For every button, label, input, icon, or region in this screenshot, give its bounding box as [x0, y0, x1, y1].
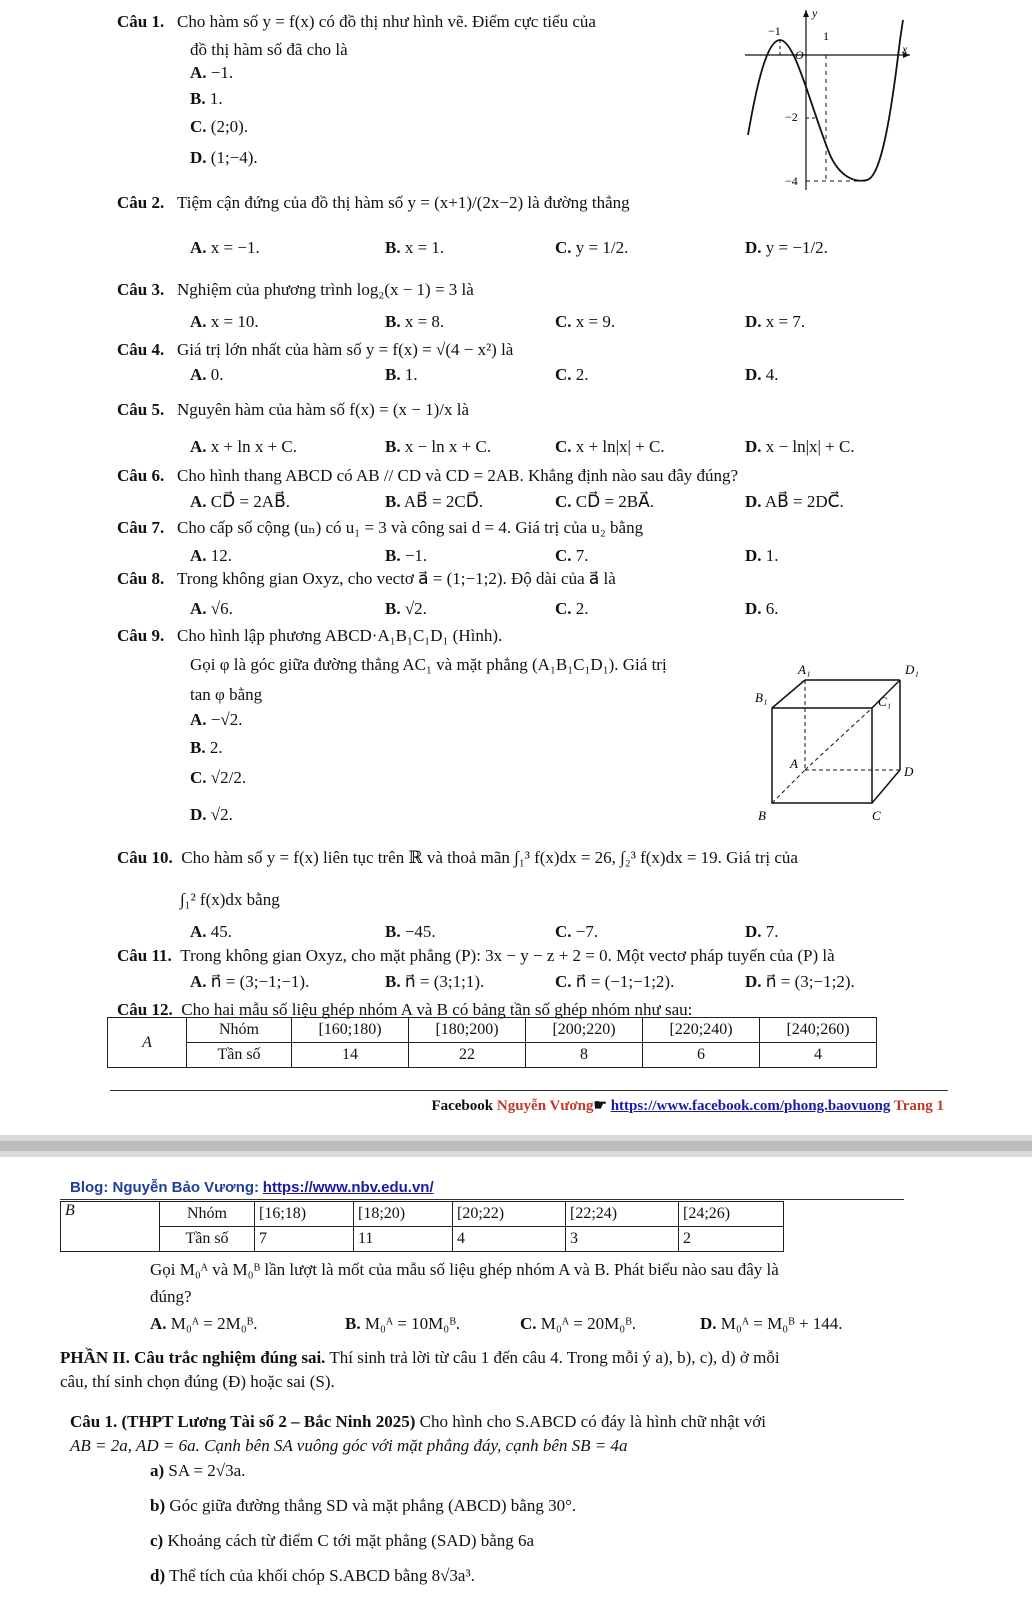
tick-y-neg4: −4	[785, 174, 798, 188]
q8-option-a: A. √6.	[190, 599, 233, 618]
q12-option-a: A. M₀ᴬ = 2M₀ᴮ.	[150, 1314, 258, 1333]
q9-line1: Câu 9. Cho hình lập phương ABCD·A₁B₁C₁D₁ (Hình).	[117, 626, 503, 645]
q9-option-d: D. √2.	[190, 805, 233, 824]
table-a-name: A	[108, 1018, 187, 1068]
vertex-d: D	[904, 764, 914, 779]
q4-option-d: D. 4.	[745, 365, 779, 384]
q8-option-b: B. √2.	[385, 599, 427, 618]
page-gap-band	[0, 1141, 1032, 1151]
vertex-a: A	[790, 756, 798, 771]
blog-link[interactable]: https://www.nbv.edu.vn/	[262, 1179, 434, 1196]
q4-option-a: A. 0.	[190, 365, 224, 384]
footer-facebook-link[interactable]: https://www.facebook.com/phong.baovuong	[610, 1098, 891, 1114]
blog-rule	[60, 1199, 904, 1200]
part2-text2: câu, thí sinh chọn đúng (Đ) hoặc sai (S).	[60, 1372, 335, 1391]
q8-option-c: C. 2.	[555, 599, 589, 618]
origin-label: O	[795, 48, 804, 62]
page-2	[0, 1157, 1032, 1607]
table-b-name: B	[61, 1202, 160, 1252]
part2-title: PHẦN II. Câu trắc nghiệm đúng sai.	[60, 1348, 326, 1367]
q10-line1: Câu 10. Cho hàm số y = f(x) liên tục trên ℝ và thoả mãn ∫₁³ f(x)dx = 26, ∫₂³ f(x)dx = 19. Giá trị của	[117, 848, 798, 867]
q4-line: Câu 4. Giá trị lớn nhất của hàm số y = f(x) = √(4 − x²) là	[117, 340, 514, 359]
part2-line1: PHẦN II. Câu trắc nghiệm đúng sai. Thí sinh trả lời từ câu 1 đến câu 4. Trong mỗi ý a), b), c), d) ở mỗi	[60, 1348, 780, 1367]
p2q1-item-b: b) Góc giữa đường thẳng SD và mặt phẳng (ABCD) bằng 30°.	[150, 1496, 577, 1515]
q1-line1	[117, 12, 596, 32]
tick-x-1: 1	[823, 29, 829, 43]
q2-line: Câu 2. Tiệm cận đứng của đồ thị hàm số y = (x+1)/(2x−2) là đường thẳng	[117, 193, 630, 212]
q1-graph	[740, 5, 920, 195]
p2q1-item-d: d) Thể tích của khối chóp S.ABCD bằng 8√3a³.	[150, 1566, 475, 1585]
q12-option-c: C. M₀ᴬ = 20M₀ᴮ.	[520, 1314, 636, 1333]
pointer-icon: ☛	[593, 1098, 607, 1114]
tick-y-neg2: −2	[785, 110, 798, 124]
q6-option-d: D. AB⃗ = 2DC⃗.	[745, 492, 844, 511]
q10-option-b: B. −45.	[385, 922, 436, 941]
p2q1-line1: Câu 1. (THPT Lương Tài số 2 – Bắc Ninh 2025) Cho hình cho S.ABCD có đáy là hình chữ nhật với	[70, 1412, 766, 1431]
q5-option-d: D. x − ln|x| + C.	[745, 437, 855, 456]
q6-option-c: C. CD⃗ = 2BA⃗.	[555, 492, 655, 511]
q3-option-c: C. x = 9.	[555, 312, 616, 331]
q9-text2: Gọi φ là góc giữa đường thẳng AC₁ và mặt phẳng (A₁B₁C₁D₁). Giá trị	[190, 655, 667, 674]
q10-option-a: A. 45.	[190, 922, 233, 941]
q2-label: Câu 2.	[117, 193, 165, 212]
q9-cube-figure	[750, 660, 940, 835]
q12-option-d: D. M₀ᴬ = M₀ᴮ + 144.	[700, 1314, 843, 1333]
footer: Facebook Nguyễn Vương☛ https://www.facebook.com/phong.baovuong Trang 1	[431, 1098, 944, 1114]
q5-line: Câu 5. Nguyên hàm của hàm số f(x) = (x − 1)/x là	[117, 400, 470, 419]
p2q1-text2: AB = 2a, AD = 6a. Cạnh bên SA vuông góc với mặt phẳng đáy, cạnh bên SB = 4a	[70, 1436, 628, 1455]
q9-option-b: B. 2.	[190, 738, 223, 757]
q6-option-a: A. CD⃗ = 2AB⃗.	[190, 492, 290, 511]
q5-option-a: A. x + ln x + C.	[190, 437, 298, 456]
tick-x-neg1: −1	[768, 24, 781, 38]
q1-label: Câu 1.	[117, 12, 165, 31]
q7-option-b: B. −1.	[385, 546, 428, 565]
q10-option-d: D. 7.	[745, 922, 779, 941]
q9-text3: tan φ bằng	[190, 685, 263, 704]
q9-option-c: C. √2/2.	[190, 768, 247, 787]
q12-text3: đúng?	[150, 1287, 192, 1306]
vertex-a1: A₁	[798, 662, 811, 677]
q7-option-d: D. 1.	[745, 546, 779, 565]
q9-option-a: A. −√2.	[190, 710, 243, 729]
q3-line: Câu 3. Nghiệm của phương trình log₂(x − 1) = 3 là	[117, 280, 474, 299]
q12-table-b: B Nhóm [16;18) [18;20) [20;22) [22;24) [24;26) Tần số 7 11 4 3 2	[60, 1201, 784, 1252]
q12-text2: Gọi M₀ᴬ và M₀ᴮ lần lượt là mốt của mẫu số liệu ghép nhóm A và B. Phát biểu nào sau đây là	[150, 1260, 779, 1279]
q11-option-c: C. n⃗ = (−1;−1;2).	[555, 972, 675, 991]
p2q1-item-c: c) Khoảng cách từ điểm C tới mặt phẳng (SAD) bằng 6a	[150, 1531, 535, 1550]
q1-option-d: D. (1;−4).	[190, 148, 258, 167]
q3-option-d: D. x = 7.	[745, 312, 806, 331]
q11-option-a: A. n⃗ = (3;−1;−1).	[190, 972, 310, 991]
q2-option-d: D. y = −1/2.	[745, 238, 828, 257]
q11-line: Câu 11. Trong không gian Oxyz, cho mặt phẳng (P): 3x − y − z + 2 = 0. Một vectơ pháp tuyến của (P) là	[117, 946, 835, 965]
y-label: y	[812, 6, 818, 20]
footer-rule	[110, 1090, 948, 1091]
q7-option-c: C. 7.	[555, 546, 589, 565]
x-label: x	[902, 42, 908, 56]
q11-option-d: D. n⃗ = (3;−1;2).	[745, 972, 855, 991]
q12-table-a: A Nhóm [160;180) [180;200) [200;220) [220;240) [240;260) Tần số 14 22 8 6 4	[107, 1017, 877, 1068]
q1-option-a: A. −1.	[190, 63, 234, 82]
q2-option-c: C. y = 1/2.	[555, 238, 629, 257]
vertex-c: C	[872, 808, 881, 823]
vertex-c1: C₁	[878, 694, 892, 709]
q2-option-a: A. x = −1.	[190, 238, 260, 257]
q11-option-b: B. n⃗ = (3;1;1).	[385, 972, 485, 991]
q7-option-a: A. 12.	[190, 546, 233, 565]
q1-option-c: C. (2;0).	[190, 117, 249, 136]
q7-line: Câu 7. Cho cấp số cộng (uₙ) có u₁ = 3 và công sai d = 4. Giá trị của u₂ bằng	[117, 518, 644, 537]
q1-text2: đồ thị hàm số đã cho là	[190, 40, 348, 59]
q10-option-c: C. −7.	[555, 922, 599, 941]
vertex-d1: D₁	[905, 662, 919, 677]
q12-option-b: B. M₀ᴬ = 10M₀ᴮ.	[345, 1314, 461, 1333]
vertex-b1: B₁	[755, 690, 768, 705]
q12-line: Câu 12. Cho hai mẫu số liệu ghép nhóm A và B có bảng tần số ghép nhóm như sau:	[117, 1000, 693, 1019]
vertex-b: B	[758, 808, 766, 823]
q2-option-b: B. x = 1.	[385, 238, 445, 257]
page-number: Trang 1	[893, 1098, 944, 1114]
q1-option-b: B. 1.	[190, 89, 223, 108]
curve	[748, 20, 903, 181]
q1-text: Cho hàm số y = f(x) có đồ thị như hình vẽ. Điểm cực tiểu của	[176, 12, 596, 31]
q6-option-b: B. AB⃗ = 2CD⃗.	[385, 492, 484, 511]
q3-option-a: A. x = 10.	[190, 312, 259, 331]
q6-line: Câu 6. Cho hình thang ABCD có AB // CD và CD = 2AB. Khẳng định nào sau đây đúng?	[117, 466, 739, 485]
q5-option-c: C. x + ln|x| + C.	[555, 437, 665, 456]
q8-line: Câu 8. Trong không gian Oxyz, cho vectơ a⃗ = (1;−1;2). Độ dài của a⃗ là	[117, 569, 616, 588]
footer-author: Nguyễn Vương	[496, 1098, 594, 1114]
q5-option-b: B. x − ln x + C.	[385, 437, 492, 456]
blog-header: Blog: Nguyễn Bảo Vương: https://www.nbv.edu.vn/	[70, 1179, 434, 1196]
q4-option-c: C. 2.	[555, 365, 589, 384]
q4-option-b: B. 1.	[385, 365, 418, 384]
q8-option-d: D. 6.	[745, 599, 779, 618]
q10-text2: ∫₁² f(x)dx bằng	[180, 890, 280, 909]
p2q1-item-a: a) SA = 2√3a.	[150, 1461, 246, 1480]
q3-option-b: B. x = 8.	[385, 312, 445, 331]
